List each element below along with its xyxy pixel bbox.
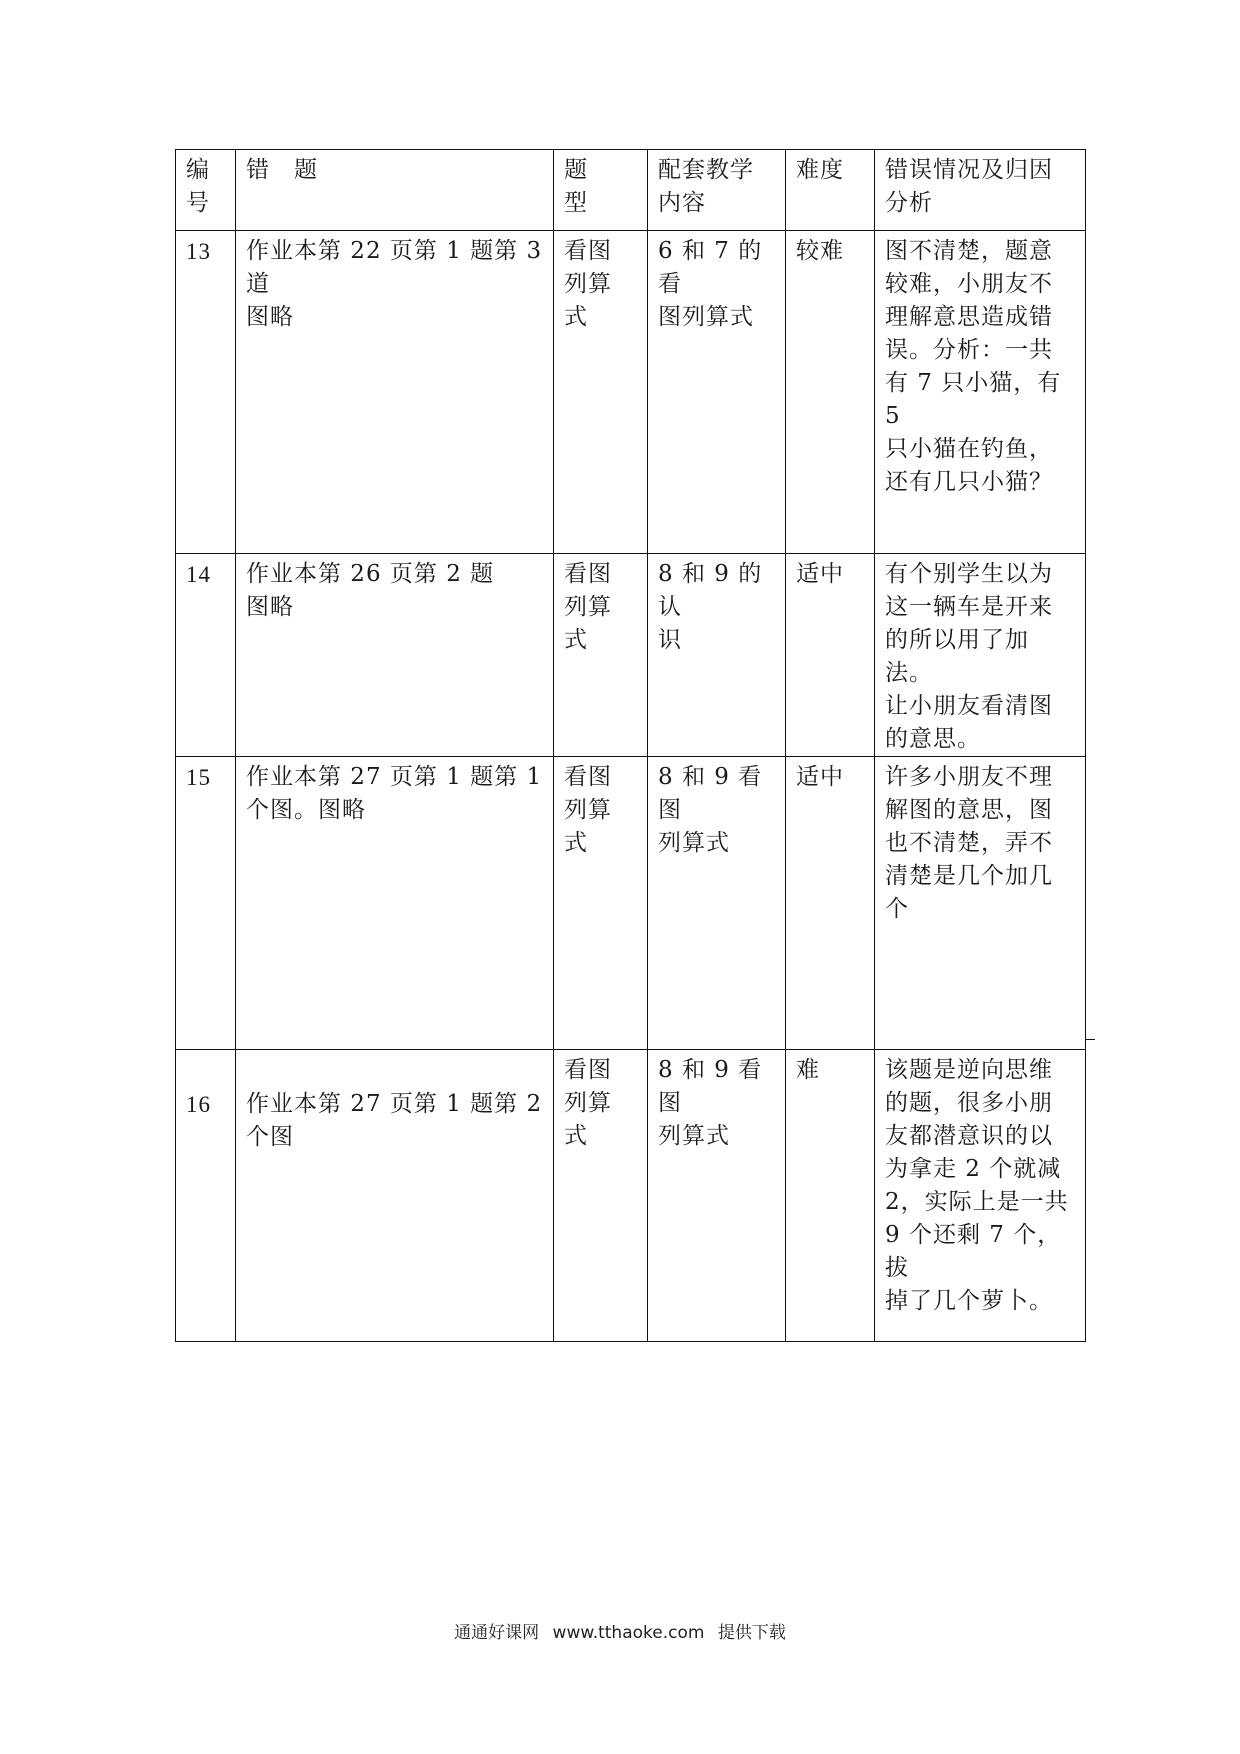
header-content: 配套教学 内容 bbox=[648, 150, 786, 231]
row-content: 8 和 9 的认 识 bbox=[648, 554, 786, 757]
row-analysis: 该题是逆向思维 的题，很多小朋 友都潜意识的以 为拿走 2 个就减 2，实际上是一共 9 个还剩 7 个，拔 掉了几个萝卜。 bbox=[875, 1050, 1086, 1342]
row-difficulty: 较难 bbox=[786, 231, 875, 554]
header-difficulty: 难度 bbox=[786, 150, 875, 231]
footer-site-name: 通通好课网 bbox=[454, 1623, 540, 1643]
page-footer bbox=[0, 1618, 1240, 1643]
error-analysis-table bbox=[175, 149, 1086, 1342]
row-analysis: 图不清楚，题意 较难，小朋友不 理解意思造成错 误。分析：一共 有 7 只小猫，有 5 只小猫在钓鱼， 还有几只小猫？ bbox=[875, 231, 1086, 554]
row-difficulty: 适中 bbox=[786, 757, 875, 1050]
table-row bbox=[176, 1050, 1086, 1342]
row-type: 看图 列算 式 bbox=[554, 554, 648, 757]
row-content: 8 和 9 看图 列算式 bbox=[648, 1050, 786, 1342]
row-number: 13 bbox=[176, 231, 236, 554]
table-header-row bbox=[176, 150, 1086, 231]
row-number: 15 bbox=[176, 757, 236, 1050]
table-row bbox=[176, 757, 1086, 1050]
row-type: 看图 列算 式 bbox=[554, 1050, 648, 1342]
row-type: 看图 列算 式 bbox=[554, 231, 648, 554]
header-question: 错 题 bbox=[236, 150, 554, 231]
row-number: 16 bbox=[176, 1050, 236, 1342]
row-content: 8 和 9 看图 列算式 bbox=[648, 757, 786, 1050]
table-row bbox=[176, 231, 1086, 554]
table-border-tick bbox=[1085, 1039, 1095, 1040]
row-type: 看图 列算 式 bbox=[554, 757, 648, 1050]
footer-url: www.tthaoke.com bbox=[552, 1623, 705, 1643]
row-difficulty: 适中 bbox=[786, 554, 875, 757]
header-analysis: 错误情况及归因 分析 bbox=[875, 150, 1086, 231]
row-analysis: 有个别学生以为 这一辆车是开来 的所以用了加 法。 让小朋友看清图 的意思。 bbox=[875, 554, 1086, 757]
table-row bbox=[176, 554, 1086, 757]
row-analysis: 许多小朋友不理 解图的意思，图 也不清楚，弄不 清楚是几个加几 个 bbox=[875, 757, 1086, 1050]
header-type: 题 型 bbox=[554, 150, 648, 231]
row-question: 作业本第 27 页第 1 题第 2 个图 bbox=[236, 1050, 554, 1342]
header-number: 编 号 bbox=[176, 150, 236, 231]
row-difficulty: 难 bbox=[786, 1050, 875, 1342]
footer-suffix: 提供下载 bbox=[717, 1623, 786, 1643]
row-question: 作业本第 22 页第 1 题第 3 道 图略 bbox=[236, 231, 554, 554]
row-content: 6 和 7 的看 图列算式 bbox=[648, 231, 786, 554]
row-question: 作业本第 27 页第 1 题第 1 个图。图略 bbox=[236, 757, 554, 1050]
row-number: 14 bbox=[176, 554, 236, 757]
row-question: 作业本第 26 页第 2 题 图略 bbox=[236, 554, 554, 757]
